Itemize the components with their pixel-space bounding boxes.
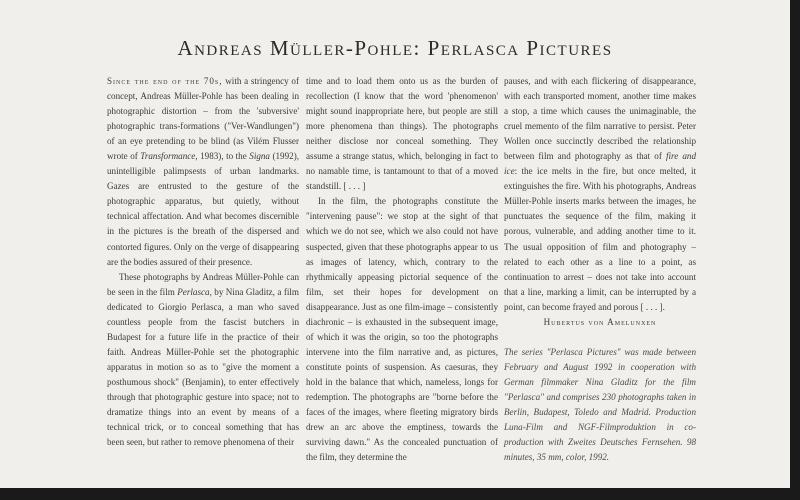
text-column-3 <box>504 74 696 465</box>
text-column-1 <box>107 74 299 450</box>
paragraph: These photographs by Andreas Müller-Pohle can be seen in the film Perlasca, by Nina Gladitz, a film dedicated to Giorgio Perlasca, a man who saved countless people from the fascist butchers in Budapest for a future life in the practice of their faith. Andreas Müller-Pohle set the photographic apparatus in motion so as to "give the moment a posthumous shock" (Benjamin), to enter effectively through that photographic gesture into space; not to dramatize things into an event by means of a technical trick, or to conceal something that has been seen, but rather to remove phenomena of their <box>107 271 299 448</box>
paragraph: pauses, and with each flickering of disappearance, with each transported moment, another time makes a stop, a time which causes the unimaginable, the cruel memento of the film narrative to persist. Peter Wollen once succinctly described the relationship between film and photography as that of fire and ice: the ice melts in the fire, but once melted, it extinguishes the fire. With his photographs, Andreas Müller-Pohle inserts marks between the images, he punctuates the sequence of the film, making it porous, vulnerable, and adding another time to it. The usual opposition of film and photography – related to each other as a line to a point, as continuation to arrest – does not take into account that a line, marking a limit, can be interrupted by a point, can become frayed and porous [ . . . ]. <box>504 76 696 312</box>
text-column-2 <box>306 74 498 465</box>
paragraph: Since the end of the 70s, with a stringency of concept, Andreas Müller-Pohle has been dealing in photographic distortion – from the 'subversive' photographic trans-formations ("Ver-Wandlungen") of an eye pretending to be blind (as Vilém Flusser wrote of Transformance, 1983), to the Signa (1992), unintelligible palimpsests of urban landmarks. Gazes are entrusted to the gesture of the photographic apparatus, but quietly, without technical affectation. And what becomes discernible in the pictures is the breath of the dispersed and contorted figures. Only on the verge of disappearing are the bodies assured of their presence. <box>107 76 299 267</box>
page-title: Andreas Müller-Pohle: Perlasca Pictures <box>177 36 613 60</box>
series-note: The series "Perlasca Pictures" was made between February and August 1992 in cooperation with German filmmaker Nina Gladitz for the film "Perlasca" and comprises 230 photographs taken in Berlin, Budapest, Toledo and Madrid. Production Luna-Film and NGF-Filmproduktion in co-production with Zweites Deutsches Fernsehen. 98 minutes, 35 mm, color, 1992. <box>504 346 696 463</box>
lead-in: Since the end of the 70s, <box>107 76 223 86</box>
paragraph: time and to load them onto us as the burden of recollection (I know that the word 'phenomenon' might sound inappropriate here, but people are still more phenomena than things). The photographs neither disclose nor conceal something. They assume a strange status, which, belonging in fact to no namable time, is tantamount to that of a moved standstill. [ . . . ] <box>306 76 498 192</box>
paragraph: In the film, the photographs constitute the "intervening pause": we stop at the sight of that which we do not see, which we also could not have suspected, given that these photographs appear to us as images of latency, which, contrary to the rhythmically appeasing pictorial sequence of the film, set their hopes for development on disappearance. Just as one film-image – consistently diachronic – is exhausted in the subsequent image, of which it was the origin, so too the photographs intervene into the film narrative and, as pictures, constitute points of suspension. As caesuras, they hold in the balance that which, nameless, longs for redemption. The photographs are "borne before the faces of the images, where fleeting migratory birds drew an arc above the emptiness, towards the surviving dawn." As the concealed punctuation of the film, they determine the <box>306 196 498 463</box>
author-byline: Hubertus von Amelunxen <box>543 316 657 327</box>
